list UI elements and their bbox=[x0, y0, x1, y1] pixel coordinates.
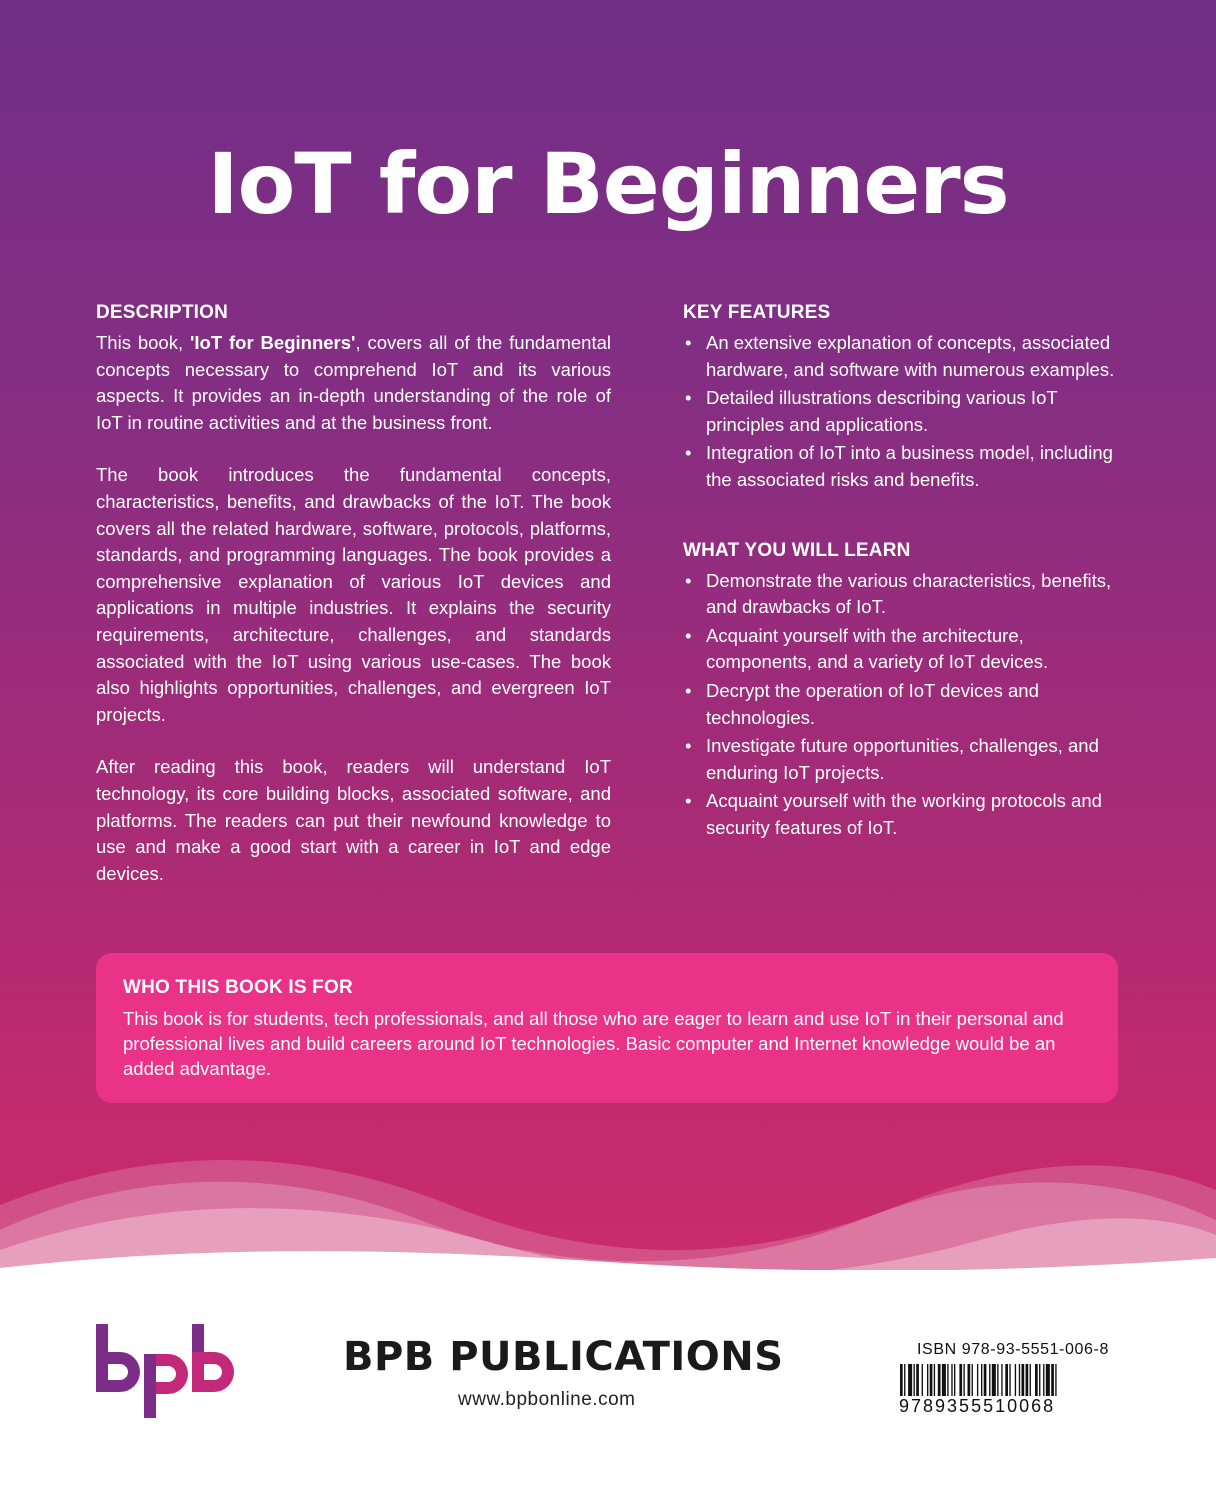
barcode-number: 9789355510068 bbox=[899, 1396, 1056, 1416]
list-item: • Investigate future opportunities, challenges, and enduring IoT projects. bbox=[683, 733, 1123, 786]
description-heading: DESCRIPTION bbox=[96, 302, 229, 323]
key-features-list bbox=[683, 330, 1123, 494]
key-features-heading: KEY FEATURES bbox=[683, 302, 831, 323]
list-item: • Detailed illustrations describing various IoT principles and applications. bbox=[683, 385, 1123, 438]
list-item: • Decrypt the operation of IoT devices and technologies. bbox=[683, 678, 1123, 731]
description-section bbox=[96, 300, 611, 913]
features-column bbox=[683, 300, 1123, 886]
description-p1-suffix: , covers all of the fundamental concepts necessary to comprehend IoT and its various aspects. It provides an in-depth understanding of the role of IoT in routine activities and at the business front. bbox=[96, 332, 611, 433]
list-item: • An extensive explanation of concepts, associated hardware, and software with numerous examples. bbox=[683, 330, 1123, 383]
who-this-book-is-for-box bbox=[96, 953, 1118, 1103]
bpb-logo-icon bbox=[96, 1324, 234, 1418]
description-p1-prefix: This book, bbox=[96, 332, 190, 353]
who-this-book-is-for-heading: WHO THIS BOOK IS FOR bbox=[123, 977, 353, 998]
list-item: • Acquaint yourself with the architecture, components, and a variety of IoT devices. bbox=[683, 623, 1123, 676]
description-p1-book-name: 'IoT for Beginners' bbox=[189, 332, 356, 353]
list-item: • Demonstrate the various characteristics, benefits, and drawbacks of IoT. bbox=[683, 568, 1123, 621]
description-paragraph-1 bbox=[96, 330, 611, 436]
what-you-will-learn-heading: WHAT YOU WILL LEARN bbox=[683, 539, 911, 561]
description-paragraph-2: The book introduces the fundamental concepts, characteristics, benefits, and drawbacks of the IoT. The book covers all the related hardware, software, protocols, platforms, standards, and programming languages. The book provides a comprehensive explanation of various IoT devices and applications in multiple industries. It explains the security requirements, architecture, challenges, and standards associated with the IoT using various use-cases. The book also highlights opportunities, challenges, and evergreen IoT projects. bbox=[96, 464, 611, 725]
decorative-waves bbox=[0, 1150, 1216, 1290]
publisher-website: www.bpbonline.com bbox=[458, 1389, 636, 1410]
description-paragraph-3: After reading this book, readers will understand IoT technology, its core building blocks, associated software, and platforms. The readers can put their newfound knowledge to use and make a good start with a career in IoT and edge devices. bbox=[96, 756, 611, 884]
book-title: IoT for Beginners bbox=[207, 135, 1009, 233]
what-you-will-learn-list bbox=[683, 568, 1123, 842]
who-this-book-is-for-text: This book is for students, tech professionals, and all those who are eager to learn and use IoT in their personal and professional lives and build careers around IoT technologies. Basic computer and Internet knowledge would be an added advantage. bbox=[123, 1008, 1064, 1079]
publisher-name: BPB PUBLICATIONS bbox=[343, 1334, 784, 1380]
list-item: • Acquaint yourself with the working protocols and security features of IoT. bbox=[683, 788, 1123, 841]
isbn-label: ISBN 978-93-5551-006-8 bbox=[917, 1341, 1109, 1358]
list-item: • Integration of IoT into a business model, including the associated risks and benefits. bbox=[683, 440, 1123, 493]
